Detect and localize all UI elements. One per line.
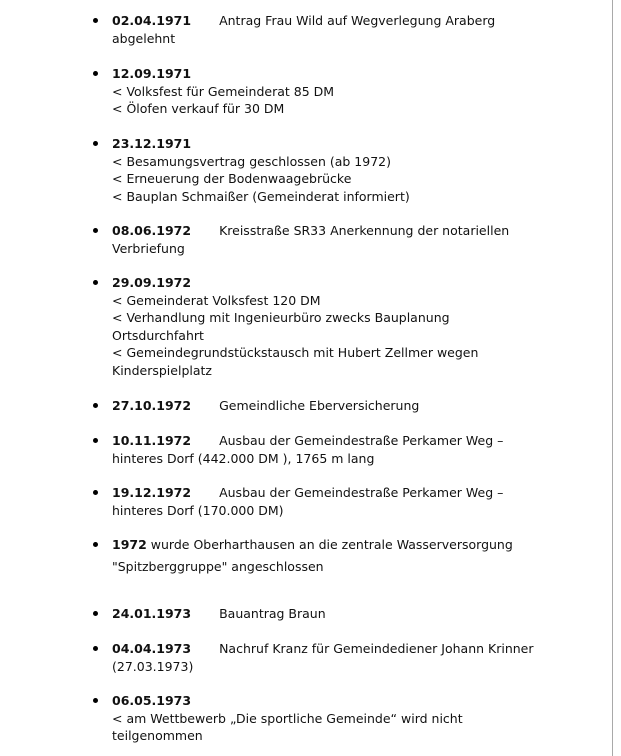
entry-line: Kinderspielplatz — [112, 362, 212, 378]
entry-line: < Erneuerung der Bodenwaagebrücke — [112, 171, 352, 186]
entry-text-cont: "Spitzberggruppe" angeschlossen — [112, 559, 324, 574]
entry-line: < Ölofen verkauf für 30 DM — [112, 101, 285, 116]
entry-date: 29.09.1972 — [112, 275, 192, 290]
entry-line: < Besamungsvertrag geschlossen (ab 1972) — [112, 153, 391, 169]
bullet — [93, 542, 98, 547]
entry-line: < Gemeindegrundstückstausch mit Hubert Zellmer wegen — [112, 345, 479, 360]
bullet — [93, 490, 98, 495]
bullet — [93, 438, 98, 443]
bullet — [93, 71, 98, 76]
entry-date: 27.10.1972 — [112, 398, 192, 413]
entry-line: < Bauplan Schmaißer (Gemeinderat informiert) — [112, 188, 410, 204]
entry-text: Ausbau der Gemeindestraße Perkamer Weg – — [219, 433, 504, 448]
entry-text: Antrag Frau Wild auf Wegverlegung Araberg — [219, 13, 496, 28]
entry-line: < Gemeinderat Volksfest 120 DM — [112, 292, 321, 308]
entry-text: Gemeindliche Eberversicherung — [219, 398, 420, 413]
entry-text-cont: hinteres Dorf (170.000 DM) — [112, 502, 284, 518]
entry-date: 06.05.1973 — [112, 693, 192, 708]
bullet — [93, 403, 98, 408]
bullet — [93, 698, 98, 703]
entry-date: 04.04.1973 — [112, 641, 192, 656]
entry-date: 19.12.1972 — [112, 485, 192, 500]
entry-text: Kreisstraße SR33 Anerkennung der notariellen — [219, 223, 510, 238]
entry-date: 24.01.1973 — [112, 606, 192, 621]
entry-line: < am Wettbewerb „Die sportliche Gemeinde“ wird nicht — [112, 710, 463, 726]
entry-line: teilgenommen — [112, 728, 203, 743]
entry-text: Ausbau der Gemeindestraße Perkamer Weg – — [219, 485, 504, 500]
entry-date: 1972 — [112, 537, 147, 552]
bullet — [93, 611, 98, 616]
bullet — [93, 280, 98, 285]
entry-text-cont: Verbriefung — [112, 240, 185, 256]
entry-date: 23.12.1971 — [112, 136, 192, 151]
entry-text-cont: hinteres Dorf (442.000 DM ), 1765 m lang — [112, 450, 375, 466]
bullet — [93, 18, 98, 23]
entry-date: 08.06.1972 — [112, 223, 192, 238]
entry-date: 12.09.1971 — [112, 66, 192, 81]
entry-text: Nachruf Kranz für Gemeindediener Johann Krinner — [219, 641, 534, 656]
bullet — [93, 646, 98, 651]
entry-line: < Verhandlung mit Ingenieurbüro zwecks Bauplanung — [112, 310, 450, 325]
entry-date: 10.11.1972 — [112, 433, 192, 448]
entry-text: wurde Oberharthausen an die zentrale Wasserversorgung — [150, 537, 513, 552]
entry-text-cont: (27.03.1973) — [112, 658, 194, 674]
bullet — [93, 228, 98, 233]
bullet — [93, 141, 98, 146]
entry-line: Ortsdurchfahrt — [112, 327, 204, 343]
entry-date: 02.04.1971 — [112, 13, 192, 28]
entry-line: < Volksfest für Gemeinderat 85 DM — [112, 83, 335, 99]
entry-text-cont: abgelehnt — [112, 30, 176, 46]
entry-text: Bauantrag Braun — [219, 606, 326, 621]
